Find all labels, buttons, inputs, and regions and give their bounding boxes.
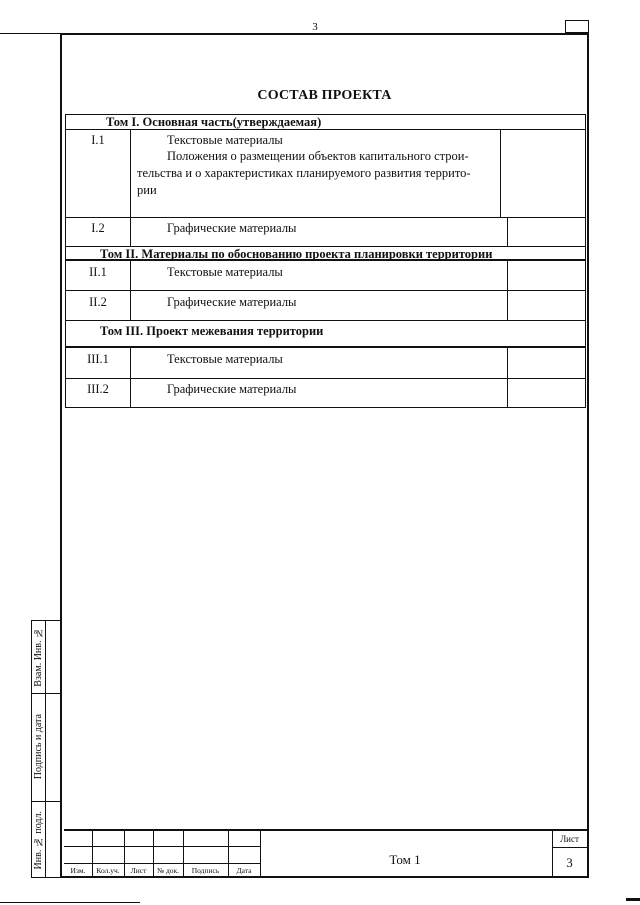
item-number: I.2: [91, 221, 105, 235]
volume-heading-row: [66, 320, 585, 347]
bottom-rule: [0, 902, 140, 903]
corner-box: [565, 20, 589, 33]
stamp-vzam-label: Взам. Инв. №: [33, 627, 44, 687]
item-number: II.1: [89, 265, 107, 279]
stamp-podpis-label: Подпись и дата: [33, 714, 44, 780]
volume-heading-row: [66, 246, 585, 260]
item-description: тельства и о характеристиках планируемого развития террито-: [137, 166, 471, 180]
document-name: Том 1: [389, 852, 421, 867]
side-stamp: [31, 620, 62, 878]
edge-mark: [626, 898, 640, 901]
item-number: I.1: [91, 133, 105, 147]
composition-table: [65, 114, 586, 408]
column-date-label: Дата: [236, 866, 252, 875]
table-row: [66, 217, 585, 246]
column-kol-uch-label: Кол.уч.: [96, 866, 120, 875]
item-description: рии: [137, 183, 157, 197]
column-list-label: Лист: [130, 866, 147, 875]
table-row: [66, 378, 585, 408]
sheet-label: Лист: [560, 834, 579, 844]
item-number: III.1: [87, 352, 109, 366]
page-number-top: 3: [312, 21, 318, 33]
item-label: Текстовые материалы: [167, 352, 283, 366]
item-number: III.2: [87, 382, 109, 396]
title-block: [64, 829, 587, 877]
sheet-number: 3: [566, 855, 573, 870]
item-description: Положения о размещении объектов капитального строи-: [167, 149, 469, 163]
volume-heading: Том I. Основная часть(утверждаемая): [106, 115, 322, 129]
page-title: СОСТАВ ПРОЕКТА: [257, 88, 392, 103]
table-row: [66, 259, 585, 290]
item-number: II.2: [89, 295, 107, 309]
stamp-inv-label: Инв. № подл.: [33, 810, 44, 870]
volume-heading: Том II. Материалы по обоснованию проекта планировки территории: [100, 247, 493, 261]
table-row: [66, 290, 585, 320]
table-row: [66, 129, 585, 217]
volume-heading-row: [66, 115, 585, 129]
item-label: Текстовые материалы: [167, 133, 283, 147]
item-label: Графические материалы: [167, 221, 297, 235]
item-label: Графические материалы: [167, 295, 297, 309]
item-label: Графические материалы: [167, 382, 297, 396]
column-izm-label: Изм.: [70, 866, 86, 875]
table-row: [66, 346, 585, 378]
item-label: Текстовые материалы: [167, 265, 283, 279]
column-signature-label: Подпись: [191, 866, 220, 875]
volume-heading: Том III. Проект межевания территории: [100, 324, 324, 338]
column-doc-num-label: № док.: [156, 866, 180, 875]
